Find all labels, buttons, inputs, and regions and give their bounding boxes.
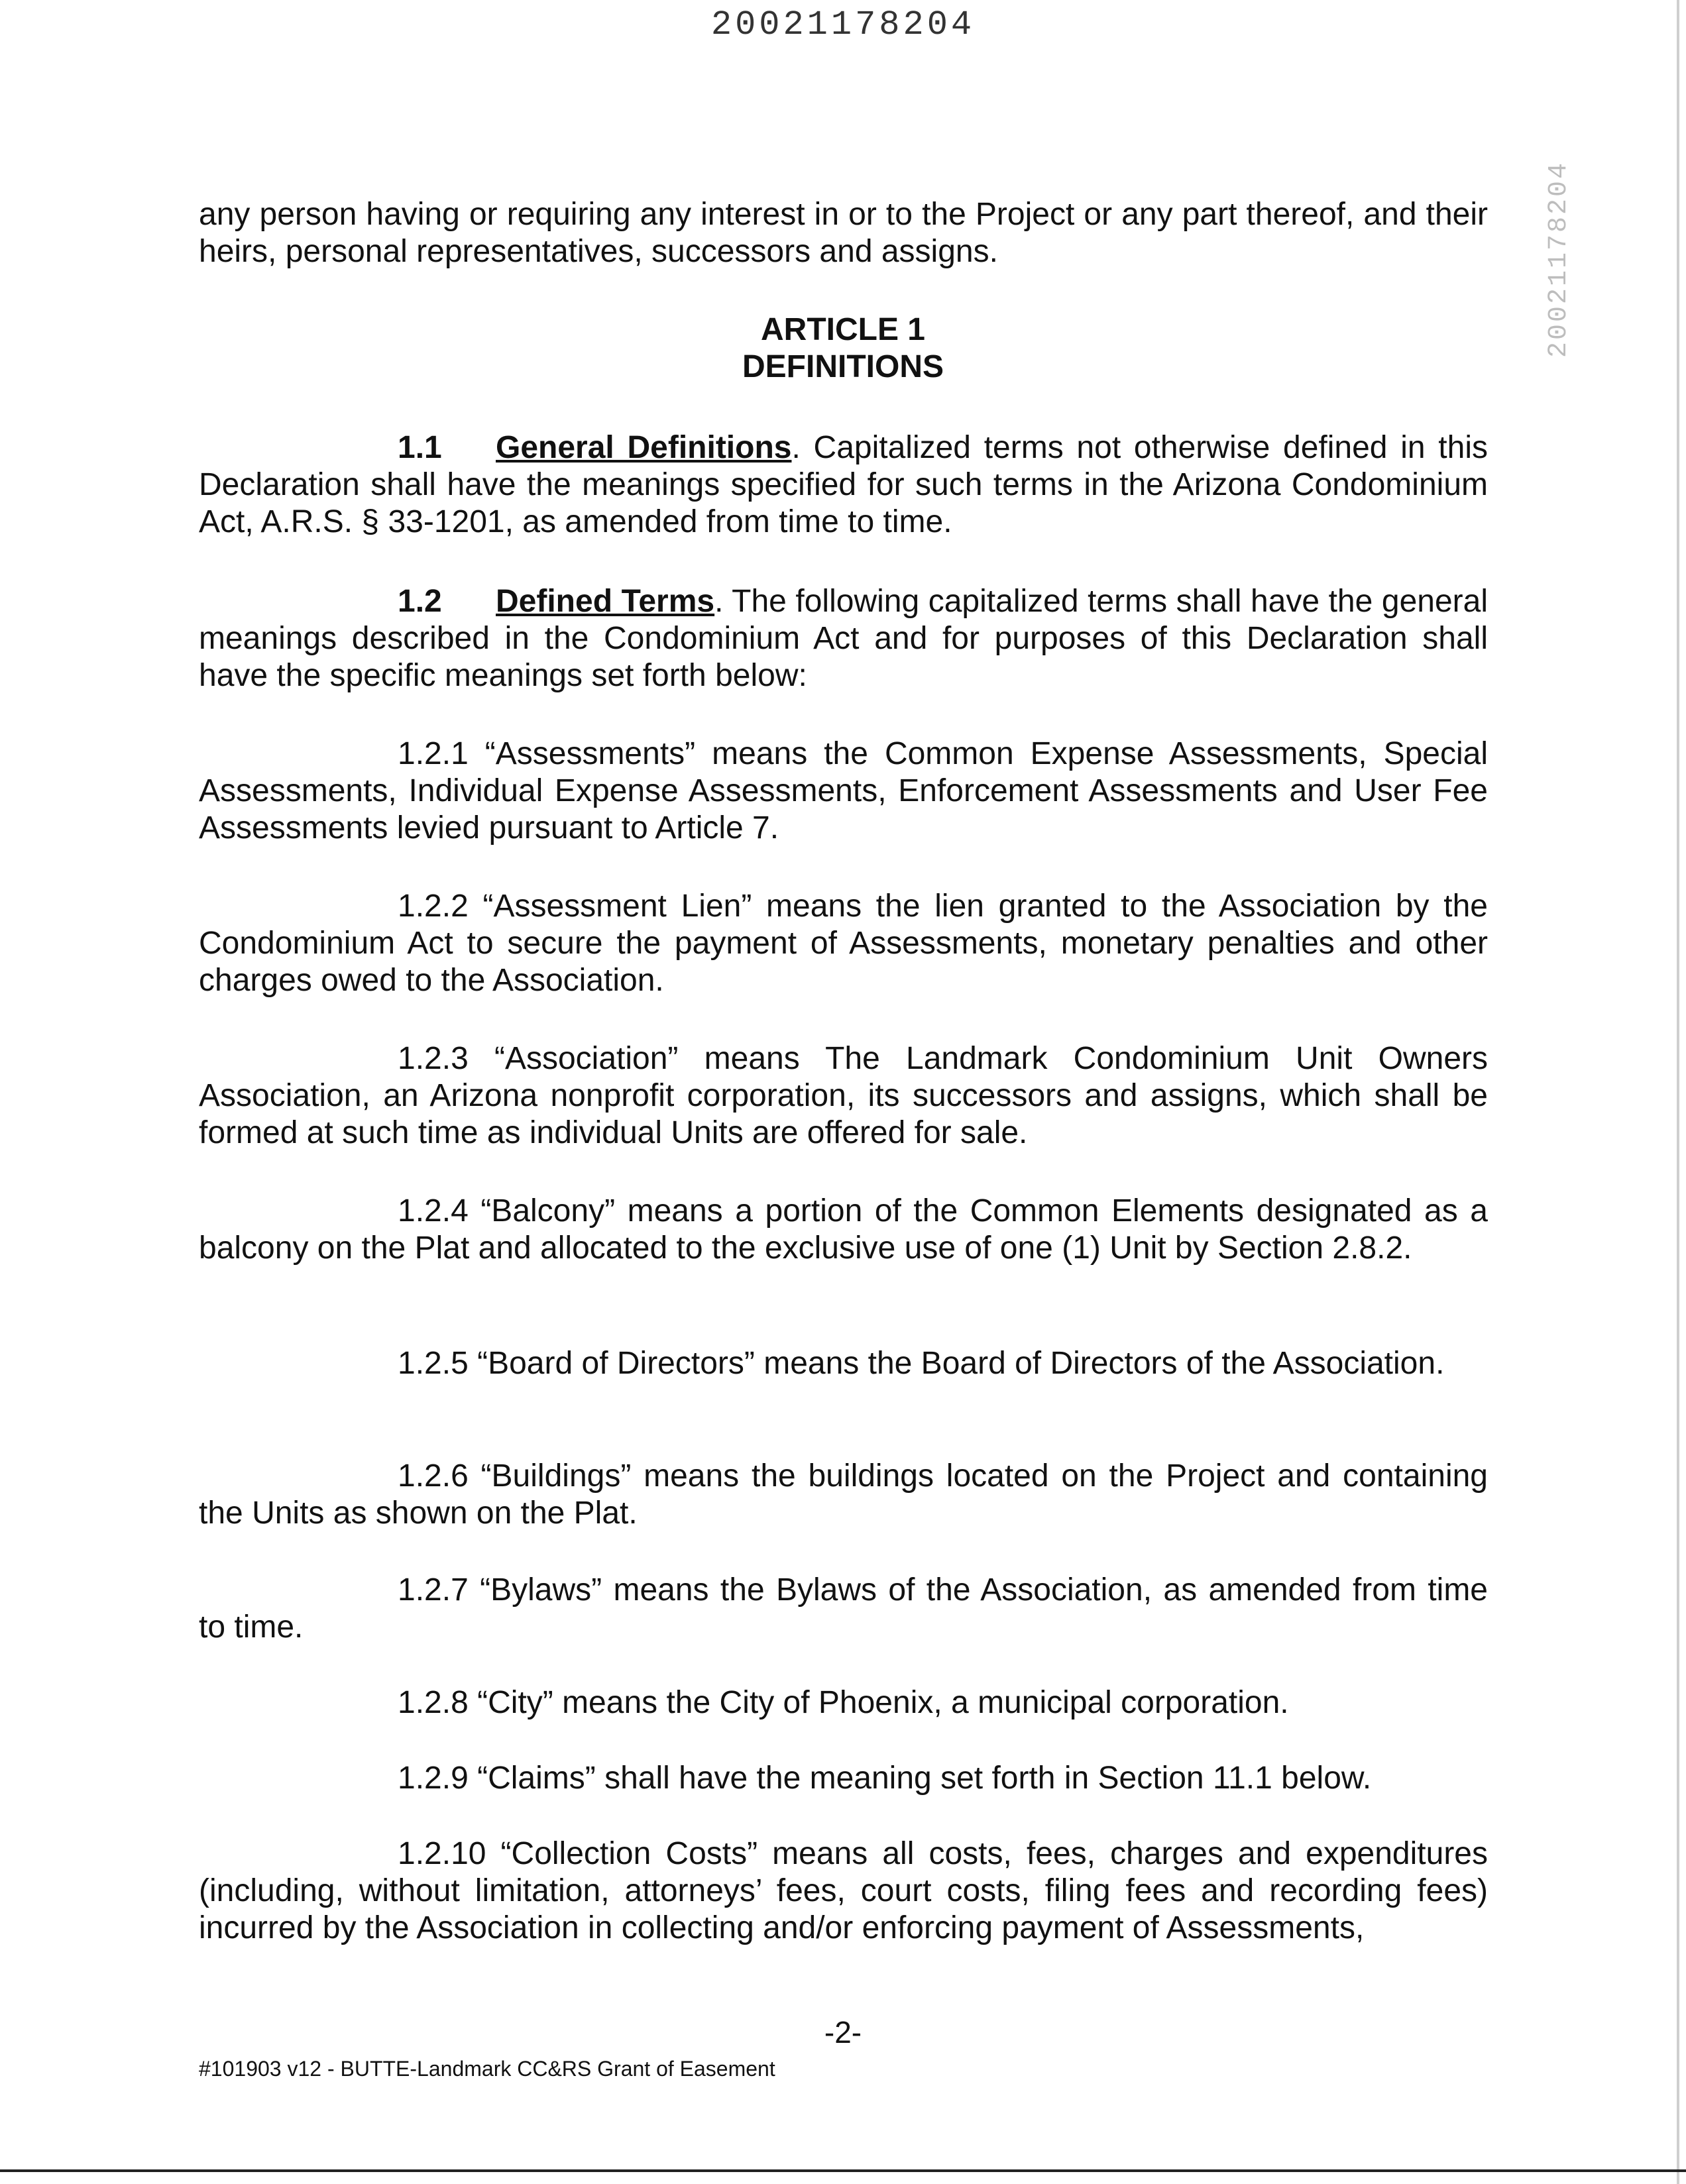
section-title: General Definitions bbox=[496, 430, 792, 465]
definition-text: 1.2.2 “Assessment Lien” means the lien granted to the Association by the Condominium Act to secure the payment of Assessments, monetary penalties and other charges owed to the Association. bbox=[199, 889, 1488, 998]
recording-number: 20021178204 bbox=[710, 5, 976, 44]
section-text: . The following capitalized terms shall have the general meanings described in the Condominium Act and for purposes of this Declaration shall have the specific meanings set forth below: bbox=[199, 584, 1489, 693]
section-1-2 bbox=[199, 583, 1488, 694]
section-title: Defined Terms bbox=[496, 584, 715, 619]
definition-1-2-6 bbox=[199, 1458, 1488, 1532]
side-recording-stamp: 20021178204 bbox=[1544, 160, 1574, 358]
definition-text: 1.2.1 “Assessments” means the Common Expense Assessments, Special Assessments, Individual Expense Assessments, Enforcement Assessments and User Fee Assessments levied pursuant to Article 7. bbox=[199, 736, 1488, 846]
definition-text: 1.2.6 “Buildings” means the buildings located on the Project and containing the Units as shown on the Plat. bbox=[199, 1458, 1488, 1531]
definition-text: 1.2.8 “City” means the City of Phoenix, a municipal corporation. bbox=[398, 1685, 1289, 1720]
definition-1-2-1 bbox=[199, 736, 1488, 847]
definition-1-2-7 bbox=[199, 1572, 1488, 1646]
definition-1-2-4 bbox=[199, 1193, 1488, 1267]
definition-1-2-3 bbox=[199, 1040, 1488, 1152]
section-number: 1.1 bbox=[398, 430, 442, 465]
definition-text: 1.2.10 “Collection Costs” means all costs, fees, charges and expenditures (including, without limitation, attorneys’ fees, court costs, filing fees and recording fees) incurred by the Association in collecting and/or enforcing payment of Assessments, bbox=[199, 1836, 1488, 1945]
continuation-paragraph: any person having or requiring any interest in or to the Project or any part thereof, and their heirs, personal representatives, successors and assigns. bbox=[199, 197, 1488, 269]
definition-1-2-10 bbox=[199, 1835, 1488, 1947]
definition-1-2-8 bbox=[199, 1684, 1488, 1721]
definition-text: 1.2.4 “Balcony” means a portion of the Common Elements designated as a balcony on the Plat and allocated to the exclusive use of one (1) Unit by Section 2.8.2. bbox=[199, 1193, 1488, 1266]
definition-text: 1.2.3 “Association” means The Landmark Condominium Unit Owners Association, an Arizona nonprofit corporation, its successors and assigns, which shall be formed at such time as individual Units are offered for sale. bbox=[199, 1041, 1488, 1150]
section-number: 1.2 bbox=[398, 584, 442, 619]
footer-document-id: #101903 v12 - BUTTE-Landmark CC&RS Grant of Easement bbox=[199, 2057, 775, 2081]
definition-1-2-9 bbox=[199, 1760, 1488, 1797]
definition-text: 1.2.5 “Board of Directors” means the Board of Directors of the Association. bbox=[398, 1346, 1445, 1381]
section-text: . Capitalized terms not otherwise defined in this Declaration shall have the meanings specified for such terms in the Arizona Condominium Act, A.R.S. § 33-1201, as amended from time to time. bbox=[199, 430, 1488, 539]
page-number: -2- bbox=[824, 2015, 862, 2049]
article-number: ARTICLE 1 bbox=[760, 312, 925, 347]
section-1-1 bbox=[199, 429, 1488, 541]
definition-text: 1.2.9 “Claims” shall have the meaning set forth in Section 11.1 below. bbox=[398, 1761, 1372, 1796]
definition-1-2-5 bbox=[199, 1345, 1488, 1382]
definition-text: 1.2.7 “Bylaws” means the Bylaws of the Association, as amended from time to time. bbox=[199, 1572, 1488, 1645]
definition-1-2-2 bbox=[199, 888, 1488, 999]
bottom-rule bbox=[0, 2169, 1686, 2172]
article-title: DEFINITIONS bbox=[742, 349, 944, 384]
